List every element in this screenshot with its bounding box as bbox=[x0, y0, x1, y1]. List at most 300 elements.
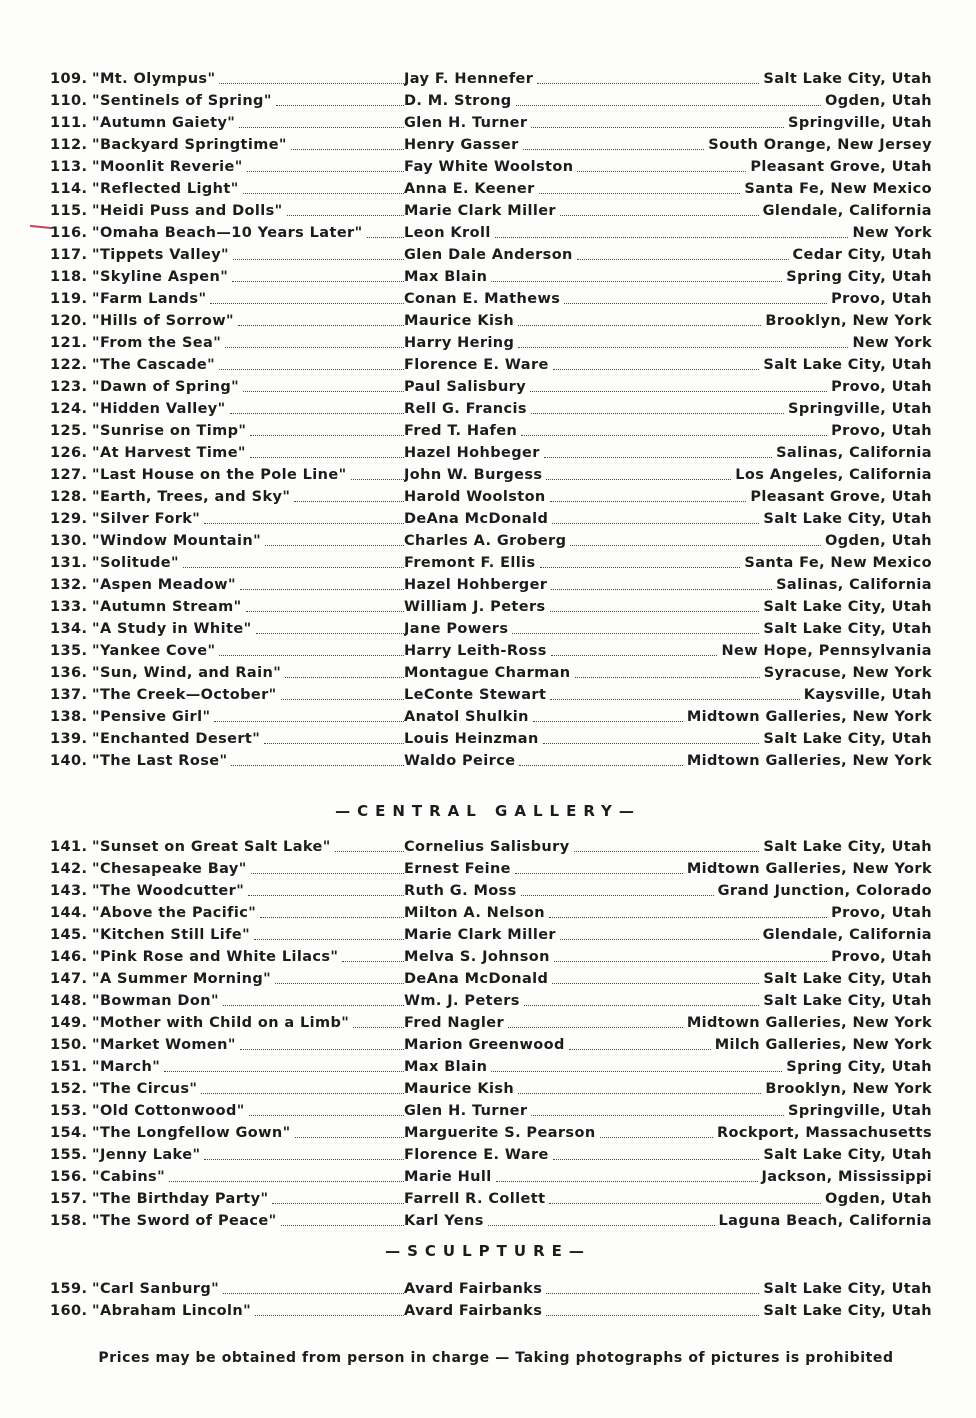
entry-location: Santa Fe, New Mexico bbox=[744, 555, 932, 571]
entry-number: 120. bbox=[50, 313, 88, 329]
pen-mark bbox=[30, 225, 52, 229]
entry-title: "Omaha Beach—10 Years Later" bbox=[92, 222, 365, 244]
entry-artist: Rell G. Francis bbox=[404, 398, 529, 420]
entry-title: "Skyline Aspen" bbox=[92, 266, 230, 288]
entry-title: "Reflected Light" bbox=[92, 178, 241, 200]
entry-number: 122. bbox=[50, 357, 88, 373]
entry-artist: Farrell R. Collett bbox=[404, 1188, 547, 1210]
entry-title: "Backyard Springtime" bbox=[92, 134, 289, 156]
entry-artist: Conan E. Mathews bbox=[404, 288, 562, 310]
entry-artist: Jane Powers bbox=[404, 618, 510, 640]
catalog-entry bbox=[50, 924, 932, 946]
catalog-entry bbox=[50, 662, 932, 684]
catalog-entry bbox=[50, 728, 932, 750]
dot-leader bbox=[533, 706, 683, 722]
entry-artist: Avard Fairbanks bbox=[404, 1300, 544, 1322]
dot-leader bbox=[495, 222, 849, 238]
entry-number: 158. bbox=[50, 1213, 88, 1229]
entry-location: Salt Lake City, Utah bbox=[763, 621, 932, 637]
dot-leader bbox=[491, 266, 782, 282]
catalog-entry bbox=[50, 68, 932, 90]
dot-leader bbox=[519, 750, 682, 766]
entry-location: Salinas, California bbox=[776, 577, 932, 593]
catalog-entry bbox=[50, 968, 932, 990]
entry-artist: Louis Heinzman bbox=[404, 728, 541, 750]
catalog-entry bbox=[50, 574, 932, 596]
catalog-entry bbox=[50, 902, 932, 924]
entry-number: 146. bbox=[50, 949, 88, 965]
entry-number: 156. bbox=[50, 1169, 88, 1185]
dot-leader bbox=[531, 398, 784, 414]
dot-leader bbox=[530, 376, 827, 392]
entry-location: Glendale, California bbox=[762, 927, 932, 943]
entry-artist: Paul Salisbury bbox=[404, 376, 528, 398]
catalog-entry bbox=[50, 508, 932, 530]
entry-artist: DeAna McDonald bbox=[404, 508, 550, 530]
entry-artist: Montague Charman bbox=[404, 662, 573, 684]
entry-artist: Max Blain bbox=[404, 1056, 489, 1078]
dot-leader bbox=[553, 354, 760, 370]
catalog-entry bbox=[50, 1100, 932, 1122]
entry-number: 113. bbox=[50, 159, 88, 175]
entry-title: "Hills of Sorrow" bbox=[92, 310, 236, 332]
entry-title: "Solitude" bbox=[92, 552, 181, 574]
entry-number: 125. bbox=[50, 423, 88, 439]
catalog-entry bbox=[50, 836, 932, 858]
entry-title: "A Summer Morning" bbox=[92, 968, 273, 990]
entry-title: "Market Women" bbox=[92, 1034, 238, 1056]
entry-artist: LeConte Stewart bbox=[404, 684, 548, 706]
entry-location: Midtown Galleries, New York bbox=[686, 753, 932, 769]
entry-number: 137. bbox=[50, 687, 88, 703]
entry-number: 110. bbox=[50, 93, 88, 109]
sculpture-list bbox=[50, 1278, 932, 1322]
entry-artist: Karl Yens bbox=[404, 1210, 486, 1232]
entry-title: "Sunset on Great Salt Lake" bbox=[92, 836, 333, 858]
dot-leader bbox=[496, 1166, 758, 1182]
entry-artist: Anatol Shulkin bbox=[404, 706, 531, 728]
entry-number: 159. bbox=[50, 1281, 88, 1297]
entry-number: 130. bbox=[50, 533, 88, 549]
catalog-entry bbox=[50, 946, 932, 968]
entry-artist: Melva S. Johnson bbox=[404, 946, 552, 968]
main-list bbox=[50, 68, 932, 772]
entry-title: "The Cascade" bbox=[92, 354, 217, 376]
catalog-entry bbox=[50, 222, 932, 244]
entry-artist: Hazel Hohbeger bbox=[404, 442, 542, 464]
entry-number: 116. bbox=[50, 225, 88, 241]
entry-artist: Avard Fairbanks bbox=[404, 1278, 544, 1300]
catalog-entry bbox=[50, 90, 932, 112]
entry-title: "The Circus" bbox=[92, 1078, 199, 1100]
entry-number: 145. bbox=[50, 927, 88, 943]
entry-number: 138. bbox=[50, 709, 88, 725]
dot-leader bbox=[546, 1300, 759, 1316]
entry-title: "A Study in White" bbox=[92, 618, 254, 640]
entry-title: "The Last Rose" bbox=[92, 750, 229, 772]
entry-location: Midtown Galleries, New York bbox=[686, 1015, 932, 1031]
entry-number: 132. bbox=[50, 577, 88, 593]
footer-note: Prices may be obtained from person in charge — Taking photographs of pictures is prohibited bbox=[98, 1350, 894, 1366]
entry-number: 131. bbox=[50, 555, 88, 571]
dot-leader bbox=[512, 618, 759, 634]
entry-title: "Last House on the Pole Line" bbox=[92, 464, 349, 486]
dot-leader bbox=[577, 244, 789, 260]
dot-leader bbox=[600, 1122, 713, 1138]
dot-leader bbox=[544, 442, 772, 458]
entry-artist: Henry Gasser bbox=[404, 134, 521, 156]
entry-number: 141. bbox=[50, 839, 88, 855]
entry-title: "Bowman Don" bbox=[92, 990, 221, 1012]
catalog-entry bbox=[50, 880, 932, 902]
dot-leader bbox=[564, 288, 827, 304]
dot-leader bbox=[531, 1100, 784, 1116]
catalog-entry bbox=[50, 420, 932, 442]
dot-leader bbox=[546, 1278, 759, 1294]
entry-location: Salt Lake City, Utah bbox=[763, 357, 932, 373]
entry-location: Ogden, Utah bbox=[824, 1191, 932, 1207]
entry-number: 142. bbox=[50, 861, 88, 877]
dot-leader bbox=[574, 836, 760, 852]
entry-number: 133. bbox=[50, 599, 88, 615]
entry-number: 127. bbox=[50, 467, 88, 483]
entry-location: New York bbox=[852, 335, 932, 351]
sculpture-heading: —SCULPTURE— bbox=[385, 1242, 591, 1260]
catalog-entry bbox=[50, 398, 932, 420]
entry-artist: Marguerite S. Pearson bbox=[404, 1122, 598, 1144]
entry-artist: Marie Clark Miller bbox=[404, 200, 558, 222]
dot-leader bbox=[518, 332, 848, 348]
entry-title: "March" bbox=[92, 1056, 162, 1078]
entry-title: "Window Mountain" bbox=[92, 530, 263, 552]
dot-leader bbox=[523, 134, 705, 150]
entry-location: Santa Fe, New Mexico bbox=[744, 181, 932, 197]
entry-title: "Silver Fork" bbox=[92, 508, 202, 530]
dot-leader bbox=[553, 1144, 760, 1160]
entry-number: 118. bbox=[50, 269, 88, 285]
catalog-entry bbox=[50, 640, 932, 662]
entry-number: 157. bbox=[50, 1191, 88, 1207]
entry-number: 160. bbox=[50, 1303, 88, 1319]
entry-number: 135. bbox=[50, 643, 88, 659]
catalog-entry bbox=[50, 156, 932, 178]
entry-location: South Orange, New Jersey bbox=[708, 137, 932, 153]
entry-number: 128. bbox=[50, 489, 88, 505]
central-gallery-list bbox=[50, 836, 932, 1232]
catalog-entry bbox=[50, 684, 932, 706]
catalog-entry bbox=[50, 266, 932, 288]
entry-title: "Dawn of Spring" bbox=[92, 376, 241, 398]
entry-number: 151. bbox=[50, 1059, 88, 1075]
entry-location: Ogden, Utah bbox=[824, 93, 932, 109]
entry-number: 144. bbox=[50, 905, 88, 921]
catalog-entry bbox=[50, 1034, 932, 1056]
entry-location: Salt Lake City, Utah bbox=[763, 839, 932, 855]
entry-artist: Maurice Kish bbox=[404, 310, 516, 332]
entry-title: "Mt. Olympus" bbox=[92, 68, 217, 90]
dot-leader bbox=[531, 112, 784, 128]
catalog-entry bbox=[50, 1078, 932, 1100]
entry-artist: Cornelius Salisbury bbox=[404, 836, 572, 858]
dot-leader bbox=[550, 596, 760, 612]
entry-location: Rockport, Massachusetts bbox=[716, 1125, 932, 1141]
dot-leader bbox=[575, 662, 760, 678]
dot-leader bbox=[539, 178, 741, 194]
entry-location: Springville, Utah bbox=[787, 1103, 932, 1119]
entry-artist: William J. Peters bbox=[404, 596, 548, 618]
entry-location: Brooklyn, New York bbox=[765, 1081, 932, 1097]
entry-artist: Ruth G. Moss bbox=[404, 880, 519, 902]
entry-location: Ogden, Utah bbox=[824, 533, 932, 549]
dot-leader bbox=[521, 880, 714, 896]
entry-artist: Max Blain bbox=[404, 266, 489, 288]
dot-leader bbox=[540, 552, 741, 568]
catalog-entry bbox=[50, 1144, 932, 1166]
catalog-entry bbox=[50, 1278, 932, 1300]
entry-title: "Autumn Stream" bbox=[92, 596, 244, 618]
entry-title: "At Harvest Time" bbox=[92, 442, 248, 464]
entry-artist: Marion Greenwood bbox=[404, 1034, 567, 1056]
entry-title: "Autumn Gaiety" bbox=[92, 112, 237, 134]
entry-location: Provo, Utah bbox=[831, 291, 932, 307]
entry-location: Provo, Utah bbox=[831, 949, 932, 965]
entry-number: 134. bbox=[50, 621, 88, 637]
central-gallery-heading: —CENTRAL GALLERY— bbox=[335, 802, 641, 820]
entry-location: Springville, Utah bbox=[787, 401, 932, 417]
catalog-entry bbox=[50, 552, 932, 574]
dot-leader bbox=[516, 90, 821, 106]
entry-artist: Harry Leith-Ross bbox=[404, 640, 549, 662]
dot-leader bbox=[164, 1056, 444, 1072]
entry-title: "Pensive Girl" bbox=[92, 706, 212, 728]
entry-title: "Yankee Cove" bbox=[92, 640, 217, 662]
catalog-entry bbox=[50, 288, 932, 310]
dot-leader bbox=[551, 574, 772, 590]
entry-title: "Hidden Valley" bbox=[92, 398, 228, 420]
entry-location: Salinas, California bbox=[776, 445, 932, 461]
dot-leader bbox=[524, 990, 760, 1006]
entry-location: Salt Lake City, Utah bbox=[763, 71, 932, 87]
catalog-entry bbox=[50, 244, 932, 266]
dot-leader bbox=[169, 1166, 444, 1182]
dot-leader bbox=[550, 684, 799, 700]
entry-number: 154. bbox=[50, 1125, 88, 1141]
catalog-entry bbox=[50, 354, 932, 376]
entry-artist: Florence E. Ware bbox=[404, 1144, 551, 1166]
catalog-entry bbox=[50, 706, 932, 728]
entry-location: New Hope, Pennsylvania bbox=[721, 643, 932, 659]
entry-number: 126. bbox=[50, 445, 88, 461]
entry-artist: Charles A. Groberg bbox=[404, 530, 568, 552]
entry-number: 114. bbox=[50, 181, 88, 197]
entry-location: Grand Junction, Colorado bbox=[717, 883, 932, 899]
catalog-entry bbox=[50, 1056, 932, 1078]
entry-title: "The Sword of Peace" bbox=[92, 1210, 279, 1232]
entry-title: "Old Cottonwood" bbox=[92, 1100, 247, 1122]
catalog-entry bbox=[50, 1122, 932, 1144]
entry-artist: Leon Kroll bbox=[404, 222, 493, 244]
catalog-entry bbox=[50, 1210, 932, 1232]
entry-number: 117. bbox=[50, 247, 88, 263]
entry-artist: Glen Dale Anderson bbox=[404, 244, 575, 266]
entry-artist: Maurice Kish bbox=[404, 1078, 516, 1100]
catalog-entry bbox=[50, 486, 932, 508]
entry-artist: Fred Nagler bbox=[404, 1012, 506, 1034]
entry-location: Cedar City, Utah bbox=[792, 247, 932, 263]
entry-location: Springville, Utah bbox=[787, 115, 932, 131]
catalog-entry bbox=[50, 332, 932, 354]
entry-location: Jackson, Mississippi bbox=[761, 1169, 932, 1185]
entry-location: Los Angeles, California bbox=[735, 467, 932, 483]
entry-location: Syracuse, New York bbox=[763, 665, 932, 681]
entry-number: 129. bbox=[50, 511, 88, 527]
entry-number: 147. bbox=[50, 971, 88, 987]
dot-leader bbox=[518, 310, 761, 326]
dot-leader bbox=[560, 924, 759, 940]
dot-leader bbox=[577, 156, 746, 172]
entry-location: Laguna Beach, California bbox=[718, 1213, 932, 1229]
entry-title: "Mother with Child on a Limb" bbox=[92, 1012, 351, 1034]
entry-artist: Ernest Feine bbox=[404, 858, 513, 880]
entry-artist: Waldo Peirce bbox=[404, 750, 517, 772]
entry-title: "From the Sea" bbox=[92, 332, 223, 354]
entry-number: 123. bbox=[50, 379, 88, 395]
dot-leader bbox=[543, 728, 760, 744]
entry-artist: Harry Hering bbox=[404, 332, 516, 354]
entry-title: "Farm Lands" bbox=[92, 288, 208, 310]
entry-artist: DeAna McDonald bbox=[404, 968, 550, 990]
dot-leader bbox=[551, 640, 718, 656]
entry-title: "Tippets Valley" bbox=[92, 244, 231, 266]
catalog-entry bbox=[50, 310, 932, 332]
entry-location: Salt Lake City, Utah bbox=[763, 511, 932, 527]
entry-number: 136. bbox=[50, 665, 88, 681]
entry-artist: Wm. J. Peters bbox=[404, 990, 522, 1012]
entry-artist: Jay F. Hennefer bbox=[404, 68, 535, 90]
entry-location: Kaysville, Utah bbox=[803, 687, 932, 703]
entry-title: "Earth, Trees, and Sky" bbox=[92, 486, 292, 508]
entry-number: 140. bbox=[50, 753, 88, 769]
entry-artist: Fremont F. Ellis bbox=[404, 552, 538, 574]
entry-artist: D. M. Strong bbox=[404, 90, 514, 112]
catalog-entry bbox=[50, 200, 932, 222]
entry-artist: Anna E. Keener bbox=[404, 178, 537, 200]
catalog-entry bbox=[50, 1300, 932, 1322]
entry-location: Provo, Utah bbox=[831, 905, 932, 921]
entry-number: 152. bbox=[50, 1081, 88, 1097]
entry-title: "Carl Sanburg" bbox=[92, 1278, 221, 1300]
entry-title: "Kitchen Still Life" bbox=[92, 924, 252, 946]
dot-leader bbox=[515, 858, 683, 874]
entry-location: Provo, Utah bbox=[831, 379, 932, 395]
dot-leader bbox=[550, 486, 747, 502]
entry-number: 121. bbox=[50, 335, 88, 351]
dot-leader bbox=[537, 68, 759, 84]
entry-title: "Sun, Wind, and Rain" bbox=[92, 662, 283, 684]
entry-number: 148. bbox=[50, 993, 88, 1009]
entry-number: 139. bbox=[50, 731, 88, 747]
entry-title: "Abraham Lincoln" bbox=[92, 1300, 253, 1322]
entry-number: 143. bbox=[50, 883, 88, 899]
catalog-entry bbox=[50, 750, 932, 772]
entry-artist: Milton A. Nelson bbox=[404, 902, 547, 924]
entry-title: "The Birthday Party" bbox=[92, 1188, 270, 1210]
dot-leader bbox=[552, 508, 759, 524]
entry-title: "Moonlit Reverie" bbox=[92, 156, 245, 178]
entry-title: "Enchanted Desert" bbox=[92, 728, 262, 750]
entry-title: "The Creek—October" bbox=[92, 684, 279, 706]
catalog-entry bbox=[50, 596, 932, 618]
entry-location: Glendale, California bbox=[762, 203, 932, 219]
dot-leader bbox=[518, 1078, 761, 1094]
dot-leader bbox=[569, 1034, 711, 1050]
entry-location: Salt Lake City, Utah bbox=[763, 1147, 932, 1163]
entry-artist: John W. Burgess bbox=[404, 464, 544, 486]
dot-leader bbox=[546, 464, 731, 480]
entry-artist: Harold Woolston bbox=[404, 486, 548, 508]
entry-location: Brooklyn, New York bbox=[765, 313, 932, 329]
entry-number: 111. bbox=[50, 115, 88, 131]
dot-leader bbox=[570, 530, 821, 546]
entry-artist: Glen H. Turner bbox=[404, 112, 529, 134]
entry-location: Milch Galleries, New York bbox=[714, 1037, 932, 1053]
entry-location: Provo, Utah bbox=[831, 423, 932, 439]
dot-leader bbox=[560, 200, 759, 216]
entry-artist: Marie Hull bbox=[404, 1166, 494, 1188]
catalog-entry bbox=[50, 1188, 932, 1210]
catalog-entry bbox=[50, 990, 932, 1012]
entry-title: "Aspen Meadow" bbox=[92, 574, 238, 596]
entry-number: 115. bbox=[50, 203, 88, 219]
entry-number: 150. bbox=[50, 1037, 88, 1053]
entry-number: 109. bbox=[50, 71, 88, 87]
catalog-entry bbox=[50, 112, 932, 134]
entry-title: "The Woodcutter" bbox=[92, 880, 246, 902]
dot-leader bbox=[549, 902, 827, 918]
entry-title: "Cabins" bbox=[92, 1166, 167, 1188]
catalog-entry bbox=[50, 376, 932, 398]
entry-title: "Sentinels of Spring" bbox=[92, 90, 274, 112]
catalog-entry bbox=[50, 178, 932, 200]
entry-location: Salt Lake City, Utah bbox=[763, 599, 932, 615]
catalog-entry bbox=[50, 1166, 932, 1188]
entry-title: "Sunrise on Timp" bbox=[92, 420, 248, 442]
catalog-entry bbox=[50, 618, 932, 640]
entry-artist: Hazel Hohberger bbox=[404, 574, 549, 596]
entry-number: 153. bbox=[50, 1103, 88, 1119]
dot-leader bbox=[549, 1188, 821, 1204]
entry-title: "Chesapeake Bay" bbox=[92, 858, 249, 880]
entry-location: Salt Lake City, Utah bbox=[763, 993, 932, 1009]
entry-title: "Heidi Puss and Dolls" bbox=[92, 200, 285, 222]
dot-leader bbox=[554, 946, 827, 962]
catalog-entry bbox=[50, 134, 932, 156]
entry-title: "Jenny Lake" bbox=[92, 1144, 202, 1166]
entry-location: Midtown Galleries, New York bbox=[686, 861, 932, 877]
entry-number: 112. bbox=[50, 137, 88, 153]
entry-location: Spring City, Utah bbox=[786, 269, 932, 285]
entry-title: "Above the Pacific" bbox=[92, 902, 258, 924]
dot-leader bbox=[521, 420, 827, 436]
entry-location: Spring City, Utah bbox=[786, 1059, 932, 1075]
entry-artist: Fred T. Hafen bbox=[404, 420, 519, 442]
catalog-entry bbox=[50, 442, 932, 464]
catalog-entry bbox=[50, 1012, 932, 1034]
dot-leader bbox=[508, 1012, 683, 1028]
entry-artist: Florence E. Ware bbox=[404, 354, 551, 376]
entry-location: Midtown Galleries, New York bbox=[686, 709, 932, 725]
entry-location: Pleasant Grove, Utah bbox=[750, 489, 932, 505]
